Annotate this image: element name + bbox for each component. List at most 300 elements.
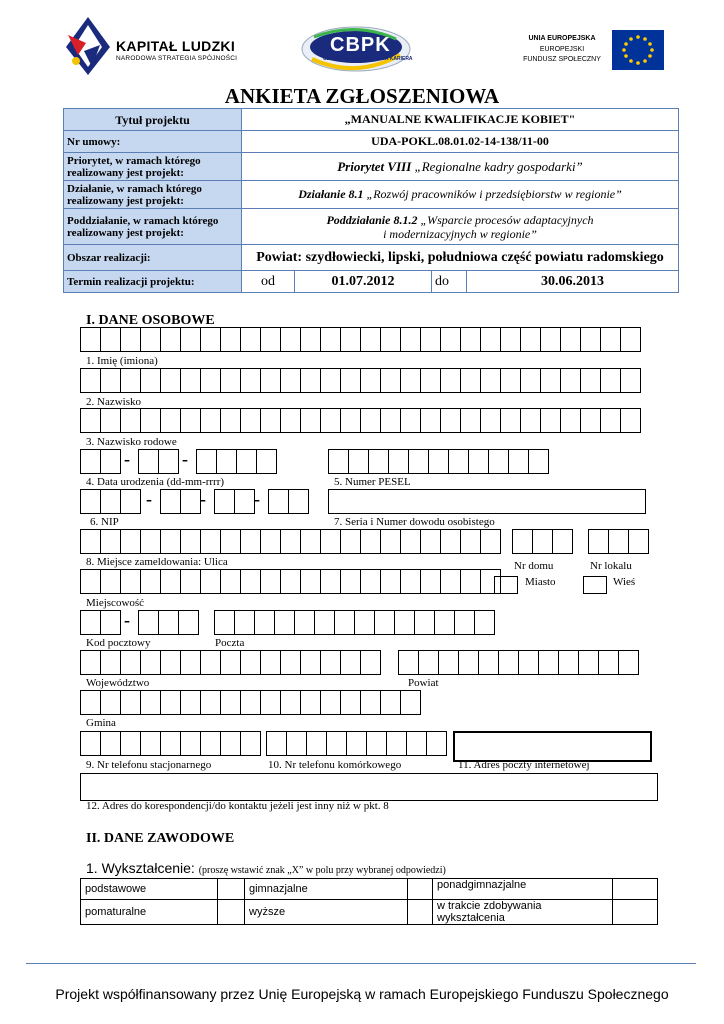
char-box[interactable]: [280, 327, 300, 352]
char-box[interactable]: [340, 690, 360, 715]
char-box[interactable]: [274, 610, 294, 635]
char-box[interactable]: [160, 368, 180, 393]
char-box[interactable]: [220, 569, 240, 594]
county-label: Powiat: [408, 677, 439, 689]
char-box[interactable]: [552, 529, 573, 554]
char-box[interactable]: [140, 650, 160, 675]
char-box[interactable]: [180, 529, 200, 554]
term-from-value: 01.07.2012: [295, 271, 432, 293]
nip-boxes-2[interactable]: [160, 489, 201, 514]
postal-code-boxes-1[interactable]: [80, 610, 121, 635]
char-box[interactable]: [620, 408, 641, 433]
char-box[interactable]: [420, 327, 440, 352]
char-box[interactable]: [80, 327, 100, 352]
char-box[interactable]: [240, 529, 260, 554]
char-box[interactable]: [160, 529, 180, 554]
char-box[interactable]: [80, 368, 100, 393]
area-value: Powiat: szydłowiecki, lipski, południowa część powiatu radomskiego: [242, 245, 679, 271]
char-box[interactable]: [328, 449, 348, 474]
char-box[interactable]: [100, 489, 120, 514]
char-box[interactable]: [180, 489, 201, 514]
birth-year-boxes[interactable]: [196, 449, 277, 474]
char-box[interactable]: [326, 731, 346, 756]
char-box[interactable]: [180, 569, 200, 594]
char-box[interactable]: [100, 569, 120, 594]
char-box[interactable]: [158, 449, 179, 474]
char-box[interactable]: [360, 650, 381, 675]
char-box[interactable]: [620, 327, 641, 352]
char-box[interactable]: [120, 408, 140, 433]
char-box[interactable]: [540, 368, 560, 393]
char-box[interactable]: [256, 449, 277, 474]
char-box[interactable]: [120, 368, 140, 393]
char-box[interactable]: [540, 327, 560, 352]
char-box[interactable]: [538, 650, 558, 675]
char-box[interactable]: [354, 610, 374, 635]
village-checkbox[interactable]: [583, 576, 607, 594]
char-box[interactable]: [478, 650, 498, 675]
flat-number-boxes[interactable]: [588, 529, 649, 554]
char-box[interactable]: [220, 368, 240, 393]
char-box[interactable]: [558, 650, 578, 675]
char-box[interactable]: [180, 650, 200, 675]
post-office-boxes[interactable]: [214, 610, 495, 635]
char-box[interactable]: [138, 610, 158, 635]
char-box[interactable]: [600, 327, 620, 352]
char-box[interactable]: [340, 529, 360, 554]
char-box[interactable]: [214, 489, 234, 514]
mobile-boxes[interactable]: [266, 731, 447, 756]
char-box[interactable]: [500, 327, 520, 352]
char-box[interactable]: [160, 489, 180, 514]
edu-check-gimnazjalne[interactable]: [408, 879, 433, 900]
char-box[interactable]: [240, 731, 261, 756]
char-box[interactable]: [180, 731, 200, 756]
char-box[interactable]: [366, 731, 386, 756]
char-box[interactable]: [138, 449, 158, 474]
char-box[interactable]: [448, 449, 468, 474]
char-box[interactable]: [408, 449, 428, 474]
char-box[interactable]: [580, 408, 600, 433]
char-box[interactable]: [458, 650, 478, 675]
char-box[interactable]: [380, 690, 400, 715]
char-box[interactable]: [520, 327, 540, 352]
char-box[interactable]: [460, 408, 480, 433]
char-box[interactable]: [400, 368, 420, 393]
char-box[interactable]: [488, 449, 508, 474]
pesel-boxes[interactable]: [328, 449, 549, 474]
char-box[interactable]: [100, 650, 120, 675]
char-box[interactable]: [280, 408, 300, 433]
char-box[interactable]: [120, 327, 140, 352]
char-box[interactable]: [420, 408, 440, 433]
char-box[interactable]: [500, 368, 520, 393]
nip-boxes-1[interactable]: [80, 489, 141, 514]
char-box[interactable]: [180, 690, 200, 715]
char-box[interactable]: [120, 650, 140, 675]
char-box[interactable]: [120, 690, 140, 715]
char-box[interactable]: [214, 610, 234, 635]
nip-boxes-3[interactable]: [214, 489, 255, 514]
char-box[interactable]: [280, 529, 300, 554]
char-box[interactable]: [200, 408, 220, 433]
char-box[interactable]: [260, 529, 280, 554]
birth-day-boxes[interactable]: [80, 449, 121, 474]
char-box[interactable]: [628, 529, 649, 554]
correspondence-address-field[interactable]: [80, 773, 658, 801]
edu-option-ponadgimnazjalne: ponadgimnazjalne: [433, 879, 613, 900]
char-box[interactable]: [414, 610, 434, 635]
char-box[interactable]: [280, 690, 300, 715]
char-box[interactable]: [220, 650, 240, 675]
char-box[interactable]: [438, 650, 458, 675]
city-checkbox[interactable]: [494, 576, 518, 594]
char-box[interactable]: [440, 368, 460, 393]
char-box[interactable]: [320, 408, 340, 433]
postal-code-boxes-2[interactable]: [138, 610, 199, 635]
char-box[interactable]: [380, 569, 400, 594]
char-box[interactable]: [100, 327, 120, 352]
char-box[interactable]: [498, 650, 518, 675]
char-box[interactable]: [320, 327, 340, 352]
char-box[interactable]: [120, 489, 141, 514]
char-box[interactable]: [240, 327, 260, 352]
char-box[interactable]: [80, 489, 100, 514]
char-box[interactable]: [80, 408, 100, 433]
char-box[interactable]: [588, 529, 608, 554]
char-box[interactable]: [406, 731, 426, 756]
char-box[interactable]: [618, 650, 639, 675]
char-box[interactable]: [140, 731, 160, 756]
char-box[interactable]: [512, 529, 532, 554]
char-box[interactable]: [420, 529, 440, 554]
char-box[interactable]: [236, 449, 256, 474]
char-box[interactable]: [140, 529, 160, 554]
char-box[interactable]: [200, 327, 220, 352]
house-number-boxes[interactable]: [512, 529, 573, 554]
char-box[interactable]: [220, 731, 240, 756]
char-box[interactable]: [200, 690, 220, 715]
voivodeship-boxes[interactable]: [80, 650, 381, 675]
char-box[interactable]: [300, 569, 320, 594]
char-box[interactable]: [120, 569, 140, 594]
char-box[interactable]: [100, 690, 120, 715]
char-box[interactable]: [380, 529, 400, 554]
char-box[interactable]: [340, 327, 360, 352]
char-box[interactable]: [360, 569, 380, 594]
char-box[interactable]: [286, 731, 306, 756]
char-box[interactable]: [388, 449, 408, 474]
edu-check-pomaturalne[interactable]: [218, 900, 245, 925]
char-box[interactable]: [508, 449, 528, 474]
char-box[interactable]: [480, 368, 500, 393]
postal-code-label: Kod pocztowy: [86, 637, 151, 649]
char-box[interactable]: [474, 610, 495, 635]
char-box[interactable]: [320, 650, 340, 675]
edu-check-podstawowe[interactable]: [218, 879, 245, 900]
char-box[interactable]: [428, 449, 448, 474]
edu-check-w-trakcie[interactable]: [613, 900, 658, 925]
char-box[interactable]: [300, 327, 320, 352]
date-dash-1: -: [124, 449, 130, 469]
char-box[interactable]: [580, 368, 600, 393]
char-box[interactable]: [560, 327, 580, 352]
char-box[interactable]: [158, 610, 178, 635]
char-box[interactable]: [454, 610, 474, 635]
char-box[interactable]: [518, 650, 538, 675]
char-box[interactable]: [200, 368, 220, 393]
char-box[interactable]: [340, 368, 360, 393]
edu-check-ponadgimnazjalne[interactable]: [613, 879, 658, 900]
char-box[interactable]: [398, 650, 418, 675]
eu-flag-icon: [612, 30, 664, 70]
char-box[interactable]: [220, 690, 240, 715]
char-box[interactable]: [80, 690, 100, 715]
char-box[interactable]: [260, 650, 280, 675]
project-info-table: [63, 108, 679, 293]
char-box[interactable]: [160, 650, 180, 675]
char-box[interactable]: [80, 449, 100, 474]
char-box[interactable]: [160, 327, 180, 352]
char-box[interactable]: [320, 368, 340, 393]
char-box[interactable]: [280, 368, 300, 393]
char-box[interactable]: [440, 529, 460, 554]
char-box[interactable]: [360, 408, 380, 433]
char-box[interactable]: [348, 449, 368, 474]
char-box[interactable]: [528, 449, 549, 474]
char-box[interactable]: [80, 731, 100, 756]
char-box[interactable]: [288, 489, 309, 514]
char-box[interactable]: [300, 408, 320, 433]
street-boxes[interactable]: [80, 529, 501, 554]
char-box[interactable]: [440, 327, 460, 352]
char-box[interactable]: [460, 368, 480, 393]
education-table: [80, 878, 658, 925]
char-box[interactable]: [340, 408, 360, 433]
char-box[interactable]: [600, 408, 620, 433]
id-number-field[interactable]: [328, 489, 646, 514]
char-box[interactable]: [360, 690, 380, 715]
char-box[interactable]: [140, 408, 160, 433]
education-label-text: 1. Wykształcenie:: [86, 860, 195, 876]
char-box[interactable]: [334, 610, 354, 635]
landline-label: 9. Nr telefonu stacjonarnego: [86, 759, 212, 771]
area-label: Obszar realizacji:: [64, 245, 242, 271]
char-box[interactable]: [426, 731, 447, 756]
char-box[interactable]: [440, 408, 460, 433]
char-box[interactable]: [400, 529, 420, 554]
subaction-text2: i modernizacyjnych w regionie”: [383, 226, 537, 241]
commune-boxes[interactable]: [80, 690, 421, 715]
char-box[interactable]: [480, 327, 500, 352]
char-box[interactable]: [196, 449, 216, 474]
postal-dash: -: [124, 610, 130, 630]
nip-boxes-4[interactable]: [268, 489, 309, 514]
char-box[interactable]: [434, 610, 454, 635]
landline-boxes[interactable]: [80, 731, 261, 756]
char-box[interactable]: [400, 569, 420, 594]
first-name-boxes[interactable]: [80, 327, 641, 352]
mobile-label: 10. Nr telefonu komórkowego: [268, 759, 402, 771]
char-box[interactable]: [180, 408, 200, 433]
char-box[interactable]: [560, 368, 580, 393]
subaction-value: [242, 209, 679, 245]
county-boxes[interactable]: [398, 650, 639, 675]
locality-label: Miejscowość: [86, 597, 145, 609]
char-box[interactable]: [180, 327, 200, 352]
char-box[interactable]: [598, 650, 618, 675]
char-box[interactable]: [300, 650, 320, 675]
char-box[interactable]: [200, 650, 220, 675]
char-box[interactable]: [360, 327, 380, 352]
char-box[interactable]: [340, 650, 360, 675]
char-box[interactable]: [100, 529, 120, 554]
char-box[interactable]: [100, 408, 120, 433]
char-box[interactable]: [254, 610, 274, 635]
char-box[interactable]: [140, 569, 160, 594]
char-box[interactable]: [600, 368, 620, 393]
locality-boxes[interactable]: [80, 569, 501, 594]
char-box[interactable]: [480, 408, 500, 433]
char-box[interactable]: [300, 529, 320, 554]
char-box[interactable]: [140, 327, 160, 352]
char-box[interactable]: [160, 569, 180, 594]
char-box[interactable]: [240, 650, 260, 675]
char-box[interactable]: [306, 731, 326, 756]
char-box[interactable]: [178, 610, 199, 635]
char-box[interactable]: [160, 690, 180, 715]
char-box[interactable]: [200, 569, 220, 594]
char-box[interactable]: [260, 368, 280, 393]
char-box[interactable]: [560, 408, 580, 433]
last-name-boxes[interactable]: [80, 368, 641, 393]
last-name-label: 2. Nazwisko: [86, 396, 141, 408]
subaction-label: Poddziałanie, w ramach którego realizowany jest projekt:: [64, 209, 242, 245]
char-box[interactable]: [160, 408, 180, 433]
char-box[interactable]: [400, 408, 420, 433]
char-box[interactable]: [380, 408, 400, 433]
char-box[interactable]: [266, 731, 286, 756]
char-box[interactable]: [380, 327, 400, 352]
char-box[interactable]: [500, 408, 520, 433]
char-box[interactable]: [260, 327, 280, 352]
char-box[interactable]: [400, 327, 420, 352]
char-box[interactable]: [380, 368, 400, 393]
char-box[interactable]: [460, 529, 480, 554]
char-box[interactable]: [386, 731, 406, 756]
char-box[interactable]: [100, 449, 121, 474]
priority-value: [242, 153, 679, 181]
char-box[interactable]: [260, 408, 280, 433]
action-label: Działanie, w ramach którego realizowany jest projekt:: [64, 181, 242, 209]
char-box[interactable]: [100, 610, 121, 635]
char-box[interactable]: [608, 529, 628, 554]
char-box[interactable]: [294, 610, 314, 635]
footer-text: Projekt współfinansowany przez Unię Europejską w ramach Europejskiego Funduszu Społecznego: [55, 986, 669, 1002]
char-box[interactable]: [240, 569, 260, 594]
char-box[interactable]: [360, 529, 380, 554]
char-box[interactable]: [418, 650, 438, 675]
char-box[interactable]: [200, 529, 220, 554]
char-box[interactable]: [532, 529, 552, 554]
char-box[interactable]: [520, 408, 540, 433]
char-box[interactable]: [468, 449, 488, 474]
char-box[interactable]: [216, 449, 236, 474]
char-box[interactable]: [160, 731, 180, 756]
char-box[interactable]: [300, 368, 320, 393]
char-box[interactable]: [320, 569, 340, 594]
char-box[interactable]: [440, 569, 460, 594]
char-box[interactable]: [540, 408, 560, 433]
char-box[interactable]: [80, 529, 100, 554]
char-box[interactable]: [400, 690, 421, 715]
char-box[interactable]: [580, 327, 600, 352]
char-box[interactable]: [260, 569, 280, 594]
edu-check-wyzsze[interactable]: [408, 900, 433, 925]
char-box[interactable]: [360, 368, 380, 393]
char-box[interactable]: [300, 690, 320, 715]
char-box[interactable]: [120, 529, 140, 554]
char-box[interactable]: [268, 489, 288, 514]
char-box[interactable]: [240, 408, 260, 433]
char-box[interactable]: [80, 650, 100, 675]
char-box[interactable]: [140, 690, 160, 715]
char-box[interactable]: [620, 368, 641, 393]
char-box[interactable]: [280, 569, 300, 594]
char-box[interactable]: [120, 731, 140, 756]
char-box[interactable]: [140, 368, 160, 393]
char-box[interactable]: [578, 650, 598, 675]
char-box[interactable]: [240, 368, 260, 393]
char-box[interactable]: [80, 569, 100, 594]
maiden-name-boxes[interactable]: [80, 408, 641, 433]
email-field[interactable]: [453, 731, 652, 762]
char-box[interactable]: [240, 690, 260, 715]
char-box[interactable]: [80, 610, 100, 635]
term-to-value: 30.06.2013: [467, 271, 679, 293]
char-box[interactable]: [234, 610, 254, 635]
char-box[interactable]: [100, 731, 120, 756]
char-box[interactable]: [234, 489, 255, 514]
char-box[interactable]: [320, 529, 340, 554]
char-box[interactable]: [220, 529, 240, 554]
birth-month-boxes[interactable]: [138, 449, 179, 474]
char-box[interactable]: [280, 650, 300, 675]
char-box[interactable]: [100, 368, 120, 393]
char-box[interactable]: [346, 731, 366, 756]
char-box[interactable]: [480, 529, 501, 554]
char-box[interactable]: [180, 368, 200, 393]
char-box[interactable]: [220, 408, 240, 433]
first-name-label: 1. Imię (imiona): [86, 355, 158, 367]
kapital-ludzki-emblem-icon: [62, 15, 114, 77]
char-box[interactable]: [320, 690, 340, 715]
char-box[interactable]: [394, 610, 414, 635]
char-box[interactable]: [460, 569, 480, 594]
term-label: Termin realizacji projektu:: [64, 271, 242, 293]
char-box[interactable]: [460, 327, 480, 352]
char-box[interactable]: [420, 368, 440, 393]
char-box[interactable]: [368, 449, 388, 474]
char-box[interactable]: [260, 690, 280, 715]
char-box[interactable]: [374, 610, 394, 635]
char-box[interactable]: [340, 569, 360, 594]
char-box[interactable]: [220, 327, 240, 352]
char-box[interactable]: [520, 368, 540, 393]
char-box[interactable]: [420, 569, 440, 594]
char-box[interactable]: [314, 610, 334, 635]
char-box[interactable]: [200, 731, 220, 756]
